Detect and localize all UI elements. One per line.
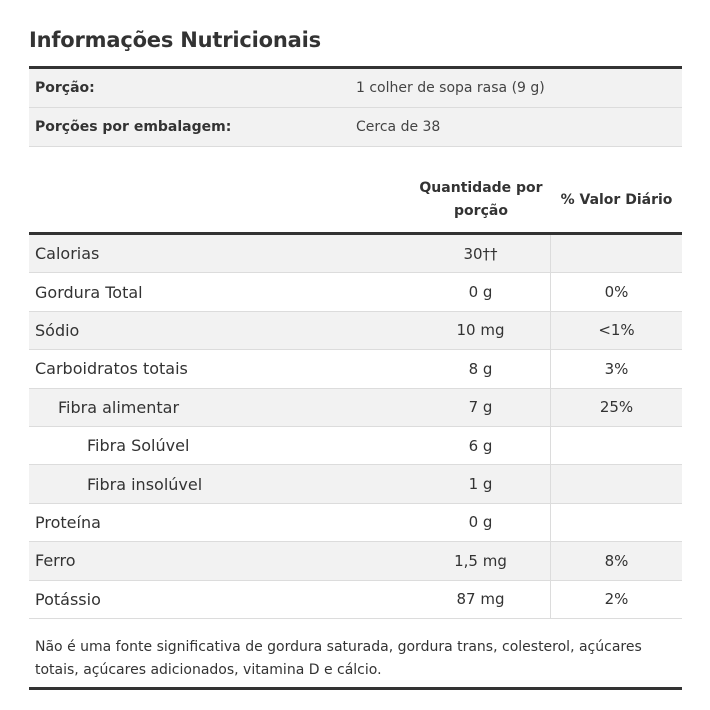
serving-size-label: Porção: — [35, 80, 95, 96]
nutrient-name: Potássio — [35, 589, 101, 609]
nutrient-amount: 1 g — [468, 475, 493, 494]
serving-size-row — [29, 69, 682, 108]
nutrient-row — [29, 312, 682, 350]
serving-info-table — [29, 66, 682, 147]
nutrient-amount: 0 g — [468, 513, 493, 532]
nutrient-name: Carboidratos totais — [35, 359, 188, 379]
nutrient-daily-value: 8% — [550, 542, 682, 579]
amount-per-serving-header — [411, 177, 551, 223]
footnote: Não é uma fonte significativa de gordura saturada, gordura trans, colesterol, açúcares totais, açúcares adicionados, vitamina D e cálcio. — [29, 628, 682, 690]
nutrient-row — [29, 350, 682, 388]
nutrient-name: Sódio — [35, 320, 80, 340]
servings-per-package-value: Cerca de 38 — [356, 119, 441, 135]
nutrient-amount: 1,5 mg — [454, 551, 507, 570]
nutrient-amount: 87 mg — [456, 590, 505, 609]
page-title: Informações Nutricionais — [29, 28, 321, 52]
nutrient-daily-value: <1% — [550, 312, 682, 349]
nutrient-row — [29, 389, 682, 427]
nutrient-name: Fibra insolúvel — [87, 474, 203, 494]
servings-per-package-row — [29, 108, 682, 147]
nutrient-name: Ferro — [35, 551, 76, 571]
nutrient-row — [29, 465, 682, 503]
nutrient-name: Proteína — [35, 512, 101, 532]
nutrition-table — [29, 232, 682, 619]
nutrient-row — [29, 542, 682, 580]
nutrient-amount: 10 mg — [456, 321, 505, 340]
nutrient-daily-value: 3% — [550, 350, 682, 387]
nutrient-row — [29, 235, 682, 273]
nutrient-daily-value — [550, 465, 682, 502]
daily-value-header: % Valor Diário — [560, 192, 673, 208]
nutrient-amount: 30†† — [463, 244, 498, 263]
serving-size-value: 1 colher de sopa rasa (9 g) — [356, 80, 545, 96]
nutrient-amount: 6 g — [468, 436, 493, 455]
nutrient-name: Fibra alimentar — [58, 397, 180, 417]
nutrient-name: Gordura Total — [35, 282, 143, 302]
nutrient-daily-value — [550, 235, 682, 272]
nutrient-daily-value: 0% — [550, 273, 682, 310]
nutrient-daily-value: 2% — [550, 581, 682, 618]
nutrient-row — [29, 581, 682, 619]
nutrient-amount: 8 g — [468, 359, 493, 378]
servings-per-package-label: Porções por embalagem: — [35, 119, 232, 135]
nutrient-amount: 0 g — [468, 283, 493, 302]
nutrient-row — [29, 427, 682, 465]
nutrient-name: Fibra Solúvel — [87, 436, 190, 456]
amount-header-line2: porção — [454, 203, 508, 219]
nutrient-daily-value — [550, 427, 682, 464]
nutrient-daily-value — [550, 504, 682, 541]
amount-header-line1: Quantidade por — [419, 180, 543, 196]
nutrient-row — [29, 504, 682, 542]
nutrient-row — [29, 273, 682, 311]
nutrient-daily-value: 25% — [550, 389, 682, 426]
nutrition-table-header — [29, 168, 682, 232]
nutrient-name: Calorias — [35, 244, 100, 264]
nutrient-amount: 7 g — [468, 398, 493, 417]
